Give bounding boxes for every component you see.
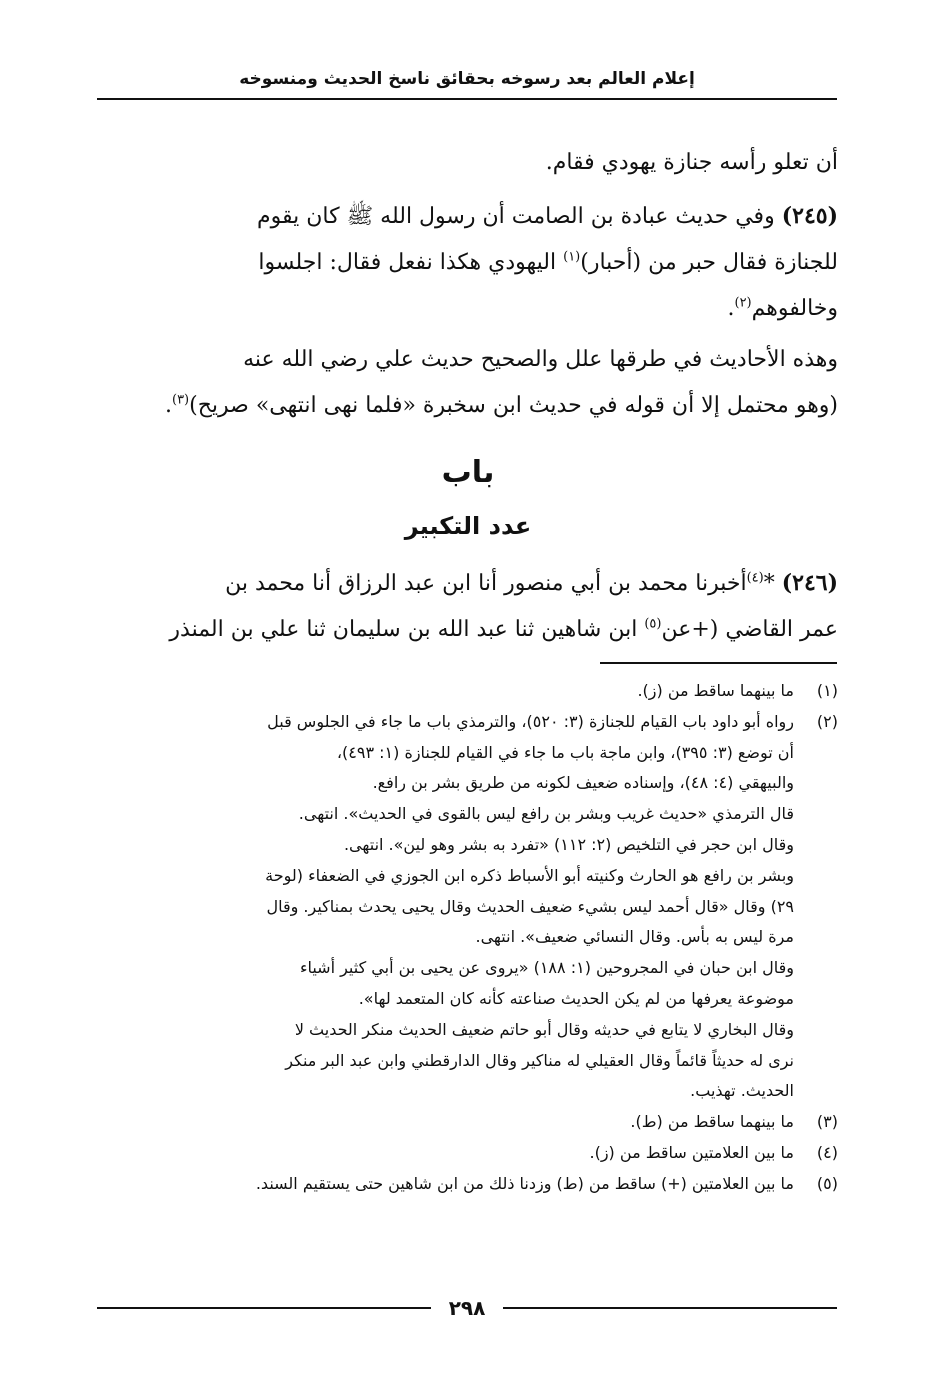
hadith-246	[98, 560, 838, 653]
footnote-number: (١)	[816, 681, 838, 700]
footnote-number: (٣)	[816, 1112, 838, 1132]
hadith-245: (٢٤٥) وفي حديث عبادة بن الصامت أن رسول الله ﷺ كان يقوم للجنازة فقال حبر من (أحبار)$^{(١)}$ اليهودي هكذا نفعل فقال: اجلسوا وخالفوهم$^{(٢)}$.	[257, 203, 838, 321]
footnote-3	[98, 1107, 838, 1138]
footnote-number: (٤)	[816, 1142, 838, 1162]
footnote-line: الحديث. تهذيب.	[690, 1081, 794, 1101]
footnote-line: ما بينهما ساقط من (ز).	[637, 681, 794, 700]
footnote-ref[interactable]: (١)	[563, 249, 581, 265]
footnote-line: وقال ابن حجر في التلخيص (٢: ١١٢) «تفرد به بشر وهو لين». انتهى.	[343, 834, 794, 854]
footnote-line: قال الترمذي «حديث غريب وبشر بن رافع ليس بالقوى في الحديث». انتهى.	[298, 804, 794, 824]
footnote-line: وقال البخاري لا يتابع في حديثه وقال أبو حاتم ضعيف الحديث منكر الحديث لا	[294, 1019, 794, 1039]
commentary-paragraph: وهذه الأحاديث في طرقها علل والصحيح حديث علي رضي الله عنه (وهو محتمل إلا أن قوله في حديث ابن سخبرة «فلما نهى انتهى» صريح)$^{(٣)}$.	[98, 337, 838, 429]
text-line: وخالفوهم	[751, 296, 838, 321]
footnote-ref[interactable]: (٢)	[734, 295, 752, 311]
text-line: وهذه الأحاديث في طرقها علل والصحيح حديث علي رضي الله عنه	[243, 347, 838, 372]
footnote-line: نرى له حديثاً قائماً وقال العقيلي له مناكير وقال الدارقطني وابن عبد البر منكر	[285, 1050, 794, 1070]
footer-rule	[97, 1307, 431, 1309]
footnote-divider	[600, 662, 837, 664]
text-line: اليهودي هكذا نفعل فقال: اجلسوا	[258, 250, 564, 275]
footnote-line: ما بينهما ساقط من (ط).	[630, 1112, 794, 1132]
footnote-number: (٢)	[816, 711, 838, 731]
chapter-heading: باب	[441, 455, 495, 490]
text-line: ابن شاهين ثنا عبد الله بن سليمان ثنا علي بن المنذر	[169, 617, 645, 642]
text-line: للجنازة فقال حبر من (أحبار)	[580, 250, 838, 275]
chapter-subheading: عدد التكبير	[404, 512, 532, 540]
text-line: عمر القاضي (+عن	[661, 617, 838, 642]
footnote-line: مرة ليس به بأس. وقال النسائي ضعيف». انتهى.	[475, 927, 794, 947]
footnote-line: موضوعة يعرفها من لم يكن الحديث صناعته كأنه كان المتعمد لها».	[358, 988, 794, 1008]
hadith-number: (٢٤٦)	[781, 570, 838, 596]
footnote-5	[98, 1169, 838, 1200]
page-footer	[97, 1296, 837, 1320]
footnote-2	[98, 707, 838, 1107]
book-title: إعلام العالم بعد رسوخه بحقائق ناسخ الحديث ومنسوخه	[239, 69, 695, 89]
paragraph-continuation	[98, 140, 838, 186]
page-number: ٢٩٨	[448, 1296, 486, 1320]
footnote-line: وبشر بن رافع هو الحارث وكنيته أبو الأسباط ذكره ابن الجوزي في الضعفاء (لوحة	[265, 865, 794, 885]
footnote-line: ما بين العلامتين ساقط من (ز).	[589, 1142, 794, 1162]
footer-rule	[503, 1307, 837, 1309]
text-line: وفي حديث عبادة بن الصامت أن رسول الله ﷺ كان يقوم	[257, 204, 775, 229]
text-line: (وهو محتمل إلا أن قوله في حديث ابن سخبرة «فلما نهى انتهى» صريح)	[189, 393, 838, 418]
footnote-line: ٢٩) وقال «قال أحمد ليس بشيء ضعيف الحديث وقال يحيى يحدث بمناكير. وقال	[266, 896, 794, 916]
footnote-line: والبيهقي (٤: ٤٨)، وإسناده ضعيف لكونه من طريق بشر بن رافع.	[372, 773, 794, 793]
footnote-4	[98, 1138, 838, 1169]
footnote-ref[interactable]: (٣)	[171, 392, 190, 408]
footnote-line: وقال ابن حبان في المجروحين (١: ١٨٨) «يروى عن يحيى بن أبي كثير أشياء	[299, 958, 794, 978]
footnote-ref[interactable]: (٥)	[644, 616, 662, 632]
text-line: أخبرنا محمد بن أبي منصور أنا ابن عبد الرزاق أنا محمد بن	[225, 571, 747, 596]
footnote-line: ما بين العلامتين (+) ساقط من (ط) وزدنا ذلك من ابن شاهين حتى يستقيم السند.	[255, 1173, 794, 1193]
footnote-line: رواه أبو داود باب القيام للجنازة (٣: ٥٢٠)، والترمذي باب ما جاء في الجلوس قبل	[267, 711, 794, 731]
star-marker: *	[763, 571, 775, 596]
footnote-line: أن توضع (٣: ٣٩٥)، وابن ماجة باب ما جاء في القيام للجنازة (١: ٤٩٣)،	[336, 742, 794, 762]
footnote-1	[98, 676, 838, 707]
footnote-ref[interactable]: (٤)	[746, 570, 764, 586]
hadith-number: (٢٤٥)	[781, 203, 838, 229]
text-line: أن تعلو رأسه جنازة يهودي فقام.	[545, 150, 838, 175]
footnotes	[98, 676, 838, 1200]
running-header	[97, 60, 837, 100]
footnote-number: (٥)	[816, 1173, 838, 1193]
